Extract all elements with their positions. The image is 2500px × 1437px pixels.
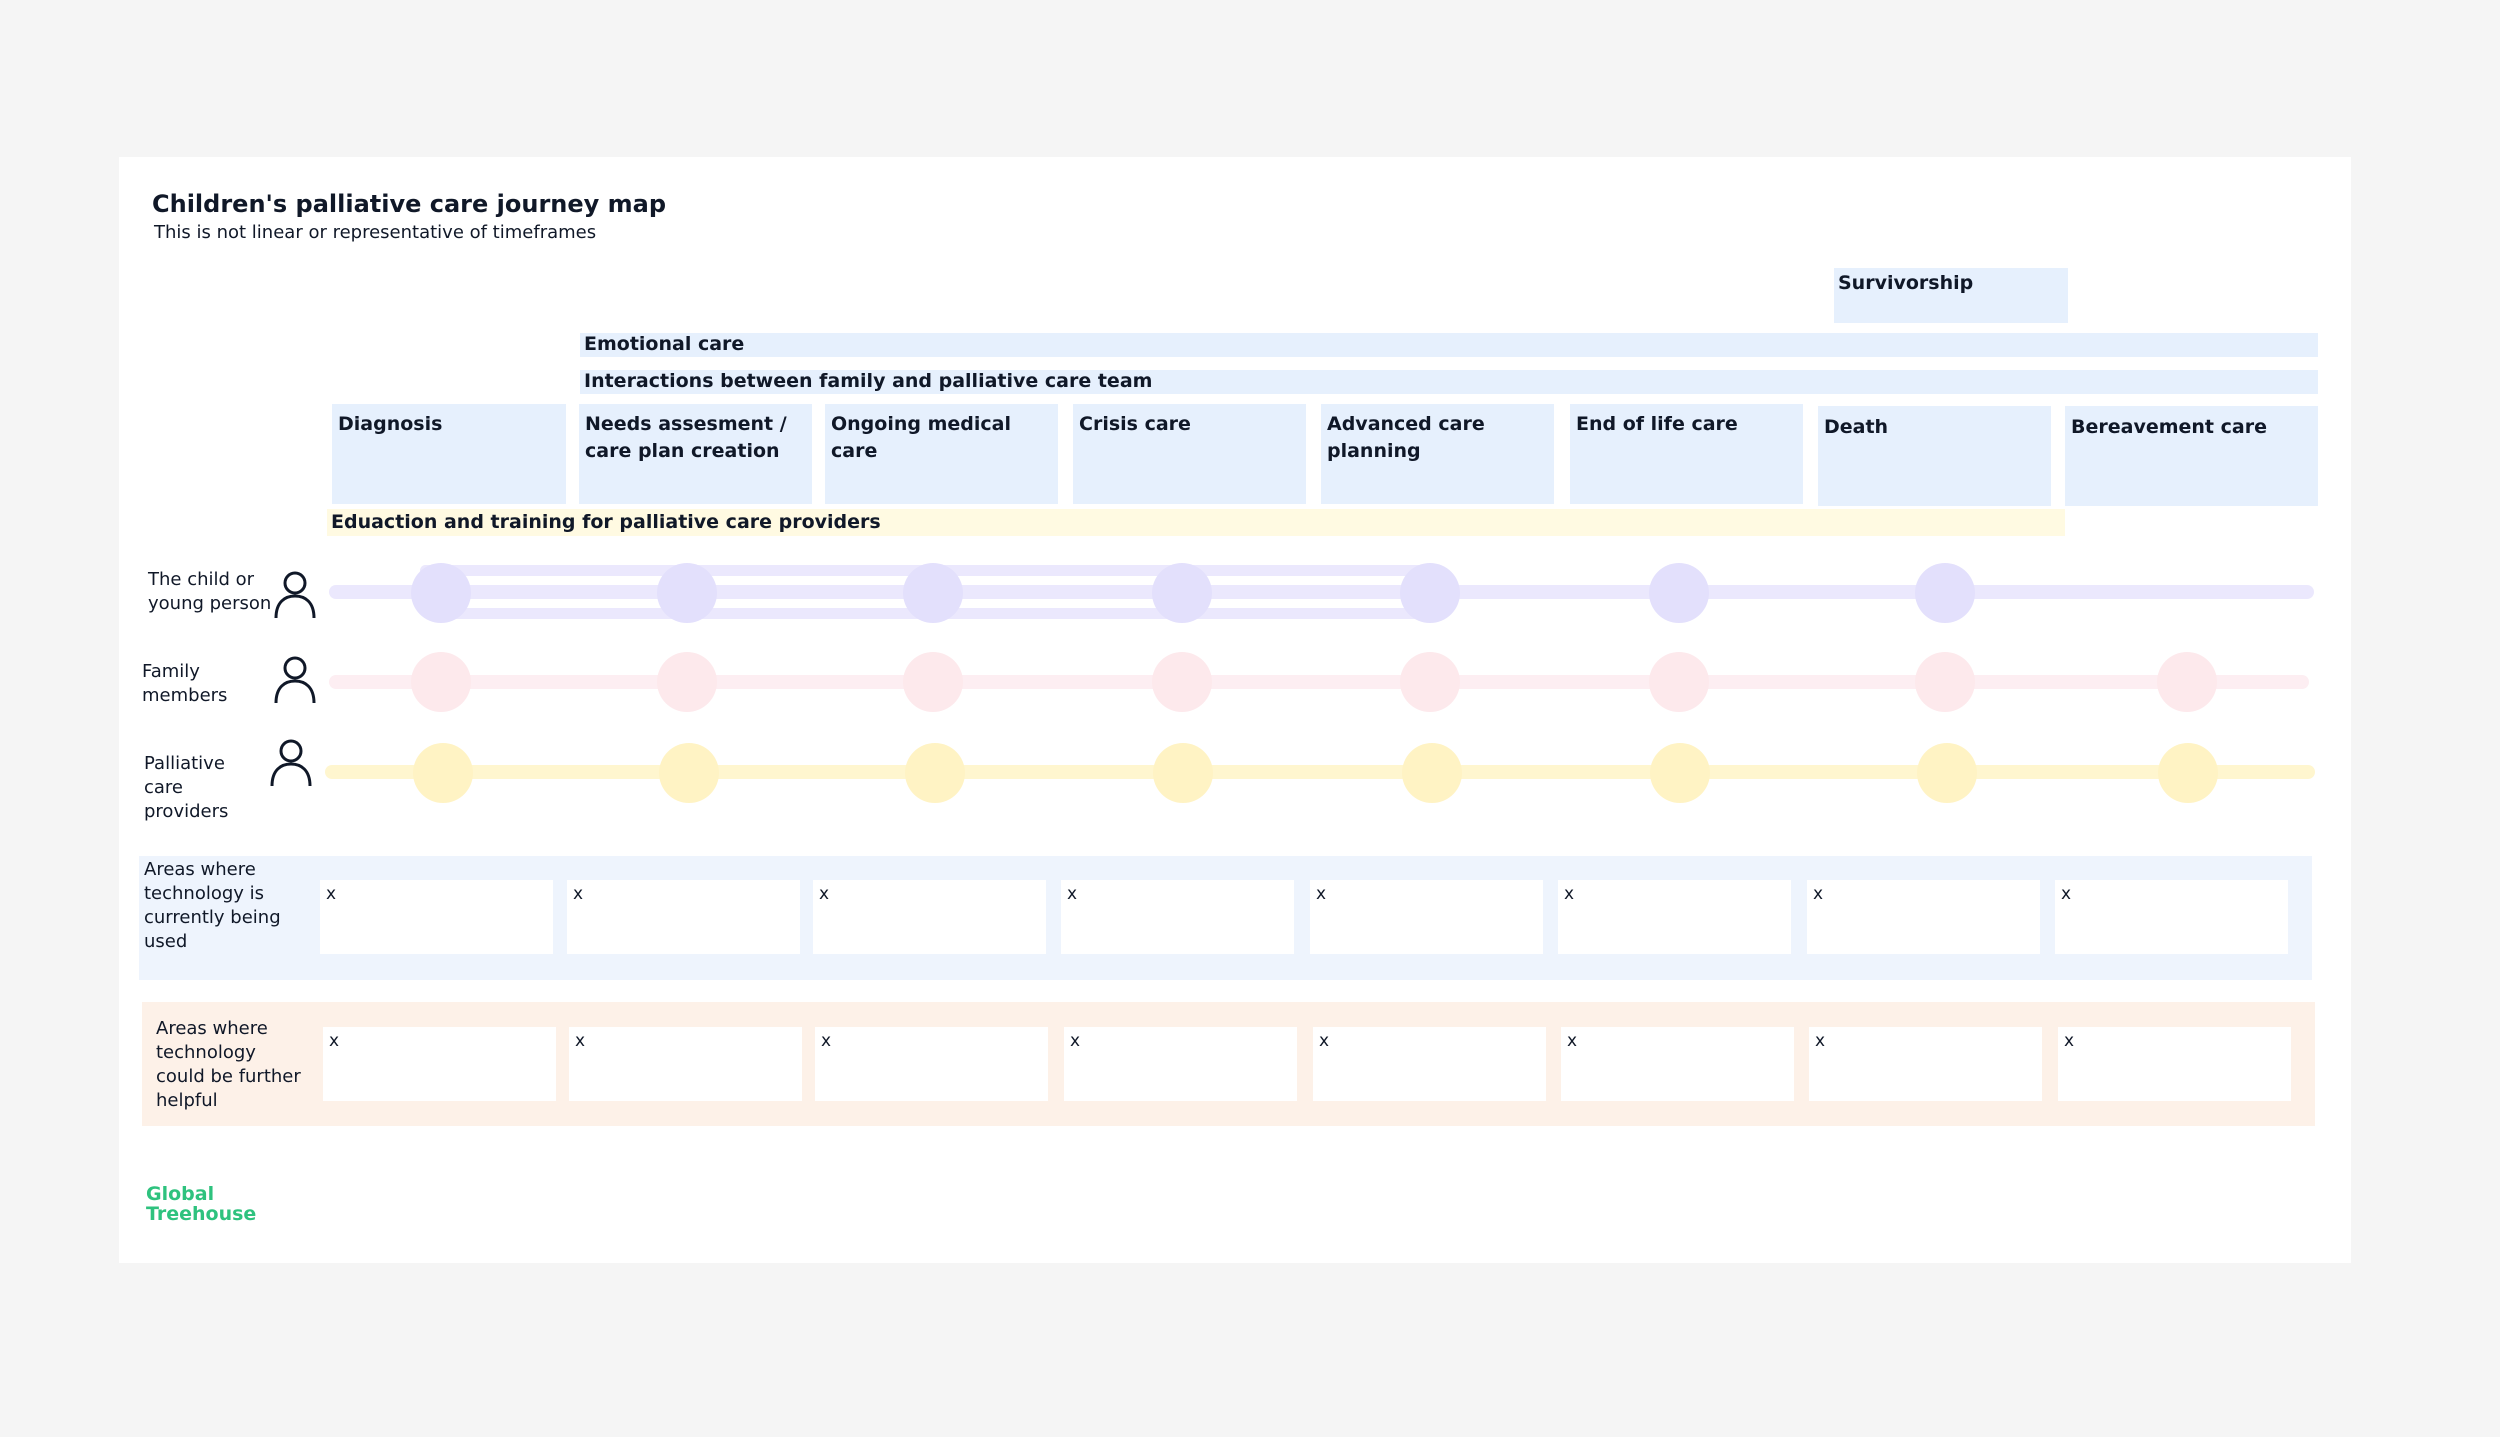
touchpoint-dot	[1153, 743, 1213, 803]
survivorship-bar	[1834, 268, 2068, 323]
persona-child-label: The child or young person	[148, 569, 272, 614]
touchpoint-dot	[2158, 743, 2218, 803]
touchpoint-dot	[1649, 652, 1709, 712]
stage-end-of-life-care: End of life care	[1570, 404, 1803, 504]
areas-helpful-cell[interactable]: x	[1313, 1027, 1546, 1101]
areas-current-cell[interactable]: x	[813, 880, 1046, 954]
stage-death: Death	[1818, 406, 2051, 506]
persona-family-lane	[329, 675, 2309, 689]
touchpoint-dot	[1152, 652, 1212, 712]
education-bar	[327, 509, 2065, 536]
touchpoint-dot	[2157, 652, 2217, 712]
persona-providers-lane	[325, 765, 2315, 779]
logo-line-1: Global	[146, 1183, 215, 1205]
areas-helpful-cell[interactable]: x	[569, 1027, 802, 1101]
stage-needs-assessment: Needs assesment / care plan creation	[579, 404, 812, 504]
areas-current-cell[interactable]: x	[1558, 880, 1791, 954]
person-icon	[273, 655, 317, 705]
areas-helpful-label: Areas where technology could be further helpful	[156, 1018, 301, 1111]
touchpoint-dot	[657, 652, 717, 712]
persona-child-lane	[329, 585, 2314, 599]
person-icon	[273, 570, 317, 620]
areas-current-cell[interactable]: x	[1807, 880, 2040, 954]
page-subtitle: This is not linear or representative of timeframes	[154, 222, 597, 243]
survivorship-label: Survivorship	[1838, 272, 1974, 294]
touchpoint-dot	[1400, 563, 1460, 623]
areas-current-cell[interactable]: x	[1310, 880, 1543, 954]
interactions-label: Interactions between family and palliative care team	[584, 370, 1153, 392]
touchpoint-dot	[1917, 743, 1977, 803]
areas-current-cell[interactable]: x	[320, 880, 553, 954]
areas-helpful-cell[interactable]: x	[1561, 1027, 1794, 1101]
areas-current-cell[interactable]: x	[1061, 880, 1294, 954]
touchpoint-dot	[905, 743, 965, 803]
stage-diagnosis: Diagnosis	[332, 404, 566, 504]
touchpoint-dot	[1650, 743, 1710, 803]
logo-line-2: Treehouse	[146, 1203, 257, 1225]
persona-family-label: Family members	[142, 661, 228, 706]
touchpoint-dot	[1915, 563, 1975, 623]
areas-current-label: Areas where technology is currently being used	[144, 859, 281, 952]
areas-helpful-cell[interactable]: x	[1064, 1027, 1297, 1101]
areas-current-cell[interactable]: x	[567, 880, 800, 954]
touchpoint-dot	[1152, 563, 1212, 623]
touchpoint-dot	[1402, 743, 1462, 803]
areas-helpful-cell[interactable]: x	[1809, 1027, 2042, 1101]
emotional-care-bar	[580, 333, 2318, 357]
person-icon	[269, 738, 313, 788]
touchpoint-dot	[411, 563, 471, 623]
touchpoint-dot	[903, 563, 963, 623]
touchpoint-dot	[657, 563, 717, 623]
touchpoint-dot	[1649, 563, 1709, 623]
areas-helpful-cell[interactable]: x	[2058, 1027, 2291, 1101]
emotional-care-label: Emotional care	[584, 333, 745, 355]
areas-helpful-cell[interactable]: x	[323, 1027, 556, 1101]
persona-providers-label: Palliative care providers	[144, 753, 229, 822]
touchpoint-dot	[413, 743, 473, 803]
touchpoint-dot	[1915, 652, 1975, 712]
page-title: Children's palliative care journey map	[152, 190, 667, 218]
stage-bereavement-care: Bereavement care	[2065, 406, 2318, 506]
stage-advanced-care-planning: Advanced care planning	[1321, 404, 1554, 504]
stage-crisis-care: Crisis care	[1073, 404, 1306, 504]
touchpoint-dot	[1400, 652, 1460, 712]
stage-ongoing-medical-care: Ongoing medical care	[825, 404, 1058, 504]
areas-current-cell[interactable]: x	[2055, 880, 2288, 954]
areas-helpful-cell[interactable]: x	[815, 1027, 1048, 1101]
touchpoint-dot	[903, 652, 963, 712]
touchpoint-dot	[411, 652, 471, 712]
interactions-bar	[580, 370, 2318, 394]
touchpoint-dot	[659, 743, 719, 803]
education-label: Eduaction and training for palliative care providers	[331, 511, 881, 533]
global-treehouse-logo	[146, 1184, 256, 1224]
